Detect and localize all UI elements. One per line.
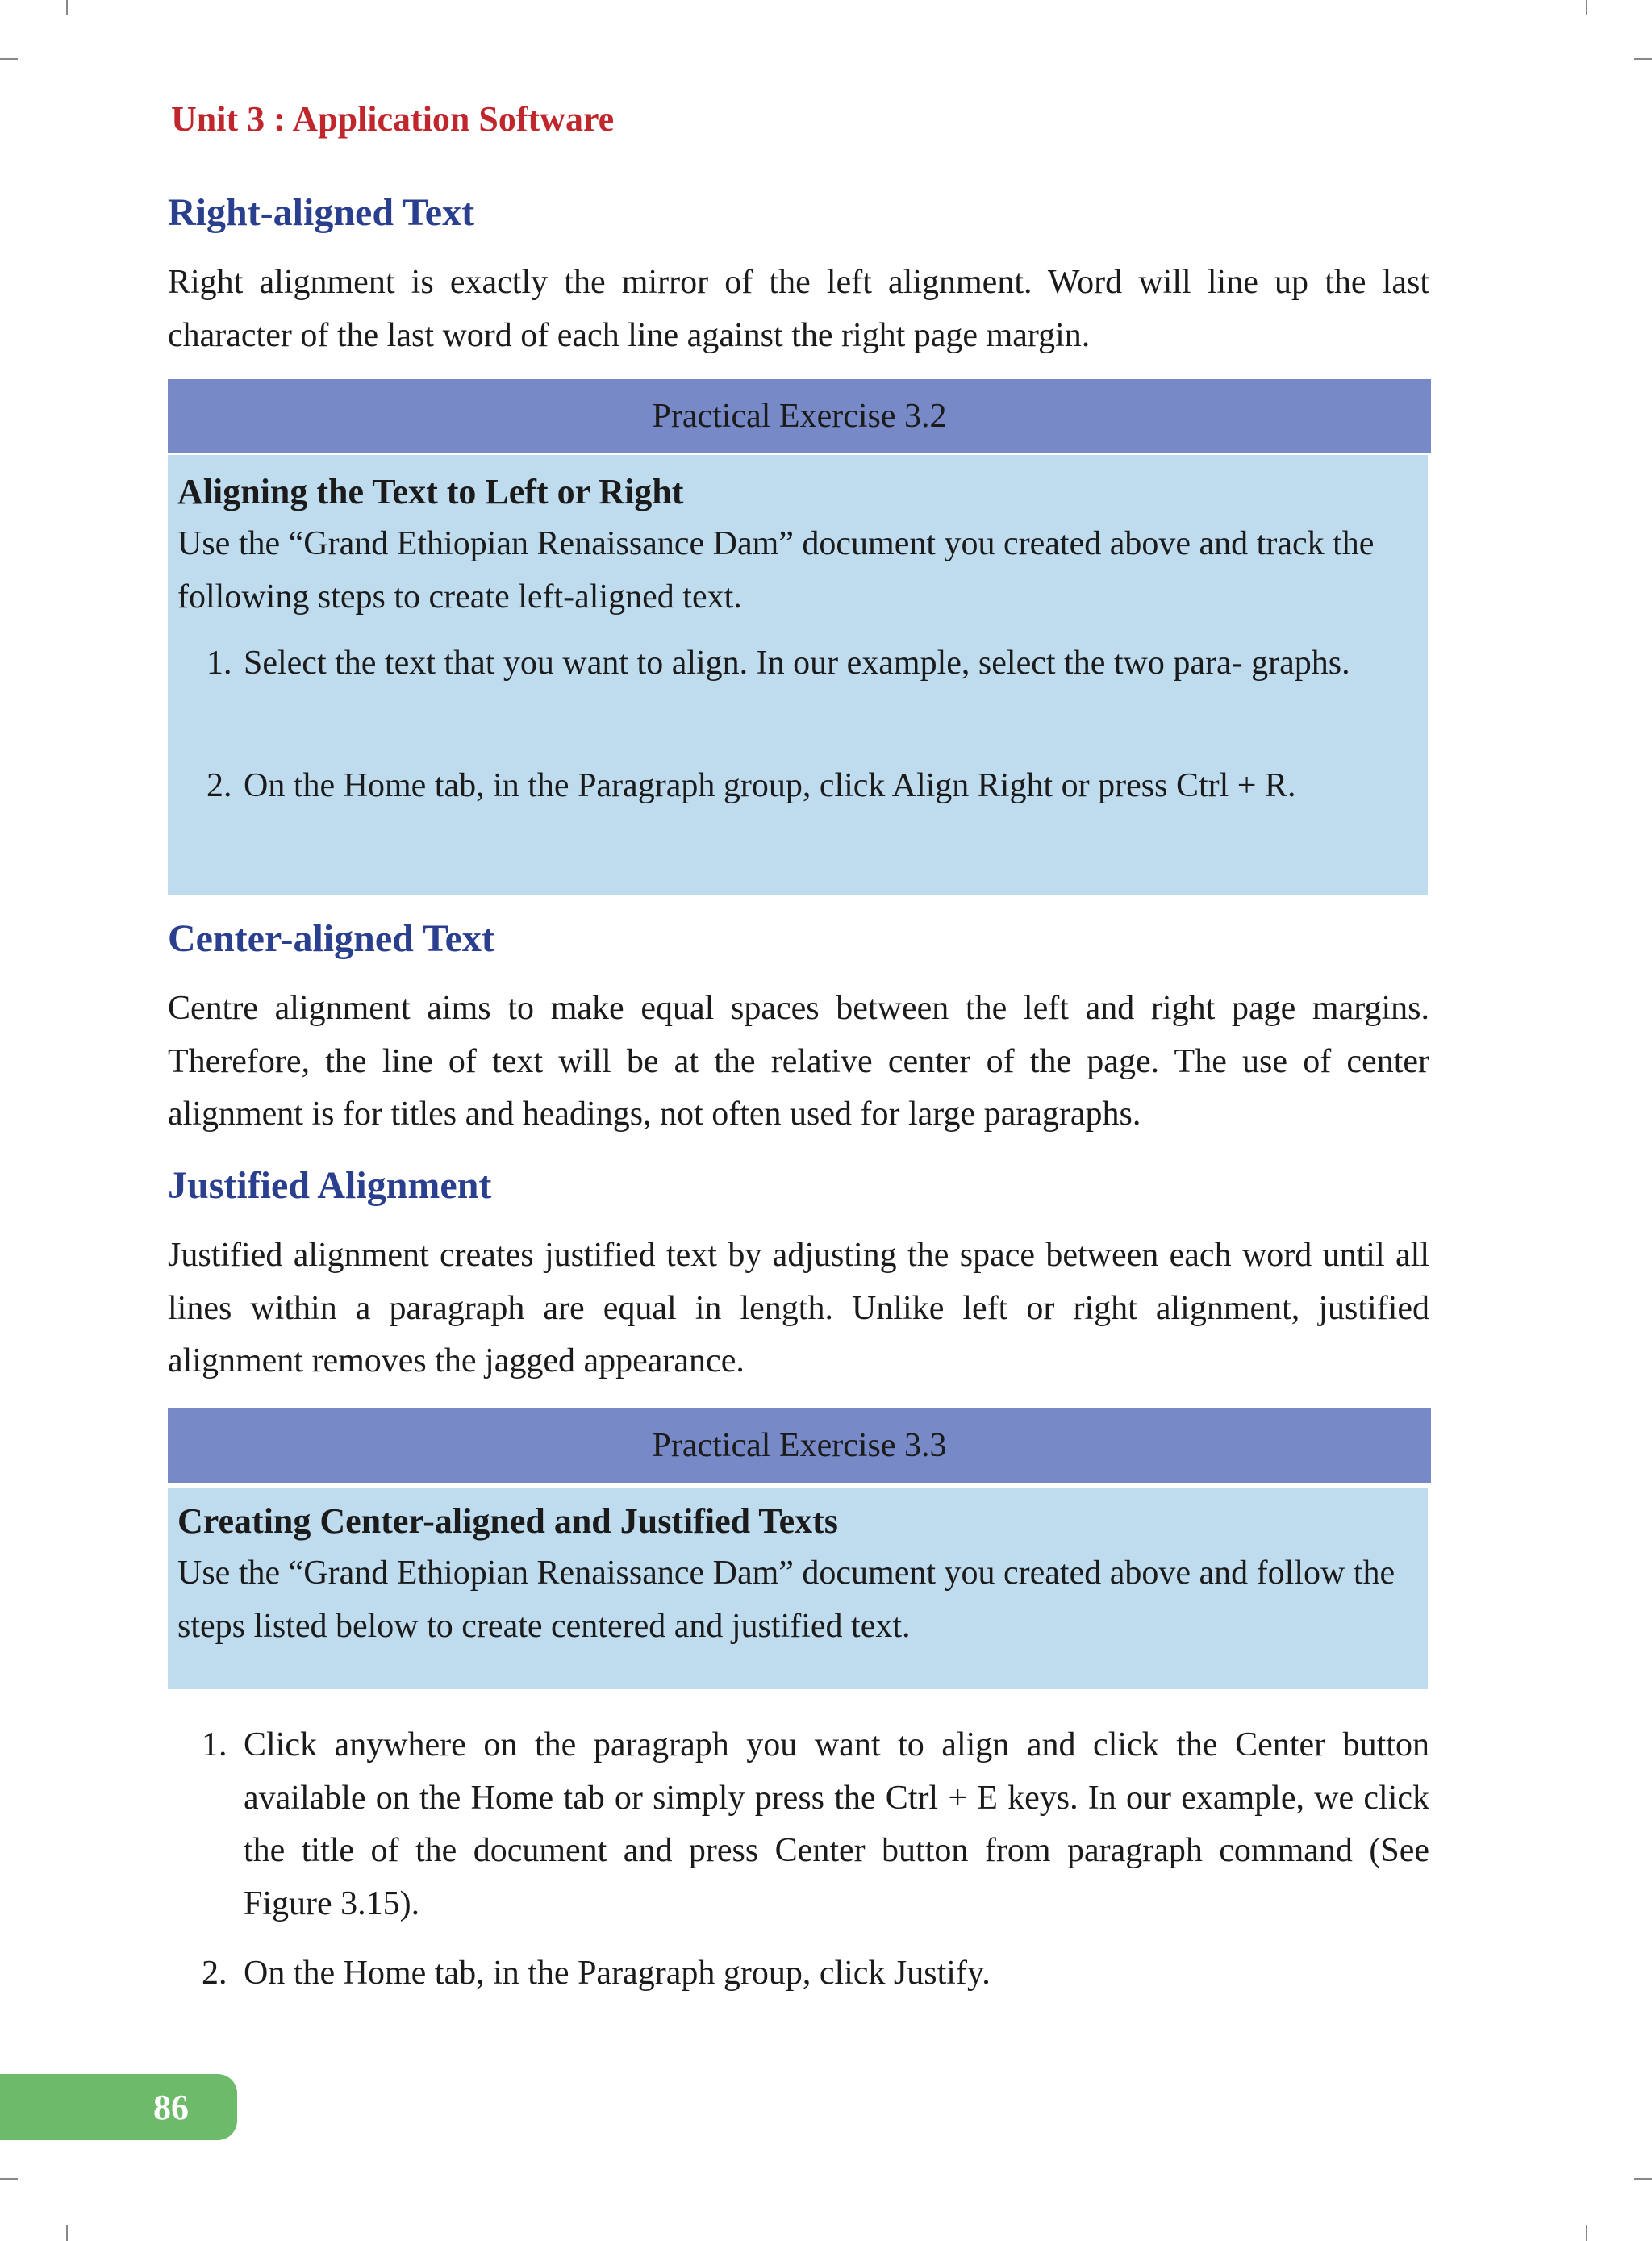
exercise-3-2-box <box>168 455 1428 895</box>
paragraph-right-aligned: Right alignment is exactly the mirror of the left alignment. Word will line up the last character of the last word of each line against the right page margin. <box>168 264 1429 354</box>
exercise-3-3-header: Practical Exercise 3.3 <box>168 1408 1431 1483</box>
exercise-3-2-step <box>206 637 1416 750</box>
crop-mark <box>1586 2225 1587 2241</box>
exercise-3-3-box <box>168 1488 1428 1689</box>
page-number: 86 <box>153 2087 189 2127</box>
step-text: On the Home tab, in the Paragraph group, click Align Right or press Ctrl + R. <box>244 767 1296 804</box>
crop-mark <box>0 58 18 60</box>
crop-mark <box>1634 58 1652 60</box>
exercise-3-2-header: Practical Exercise 3.2 <box>168 379 1431 453</box>
unit-header: Unit 3 : Application Software <box>171 99 615 139</box>
crop-mark <box>66 2225 68 2241</box>
crop-mark <box>0 2178 18 2180</box>
step-number: 1. <box>202 1726 227 1763</box>
step-number: 2. <box>202 1955 227 1992</box>
crop-mark <box>66 0 68 15</box>
justify-step <box>202 1719 1429 1937</box>
crop-mark <box>1634 2178 1652 2180</box>
exercise-3-2-step <box>206 760 1416 873</box>
paragraph-justified-alignment: Justified alignment creates justified text by adjusting the space between each word until all lines within a paragraph are equal in length. Unlike left or right alignment, justified alignment removes the jagged appearance. <box>168 1237 1429 1379</box>
step-text: Click anywhere on the paragraph you want to align and click the Center button available on the Home tab or simply press the Ctrl + E keys. In our example, we click the title of the document and press Center button from paragraph command (See Figure 3.15). <box>244 1726 1429 1922</box>
page-number-tab <box>0 2074 237 2140</box>
heading-right-aligned: Right-aligned Text <box>168 191 475 234</box>
justify-step <box>202 1947 1429 2004</box>
exercise-3-2-intro: Use the “Grand Ethiopian Renaissance Dam” document you created above and track the following steps to create left-aligned text. <box>177 525 1375 616</box>
exercise-3-3-title: Creating Center-aligned and Justified Texts <box>177 1501 838 1541</box>
exercise-3-2-title: Aligning the Text to Left or Right <box>177 472 684 511</box>
step-number: 1. <box>206 645 232 682</box>
exercise-3-3-intro: Use the “Grand Ethiopian Renaissance Dam” document you created above and follow the steps listed below to create centered and justified text. <box>177 1555 1395 1645</box>
heading-center-aligned: Center-aligned Text <box>168 917 494 960</box>
step-text: Select the text that you want to align. In our example, select the two para- graphs. <box>244 645 1350 682</box>
step-text: On the Home tab, in the Paragraph group, click Justify. <box>244 1955 991 1992</box>
crop-mark <box>1586 0 1587 15</box>
paragraph-center-aligned: Centre alignment aims to make equal spaces between the left and right page margins. Therefore, the line of text will be at the relative center of the page. The use of center alignment is for titles and headings, not often used for large paragraphs. <box>168 990 1429 1133</box>
step-number: 2. <box>206 767 232 804</box>
heading-justified-alignment: Justified Alignment <box>168 1164 492 1207</box>
